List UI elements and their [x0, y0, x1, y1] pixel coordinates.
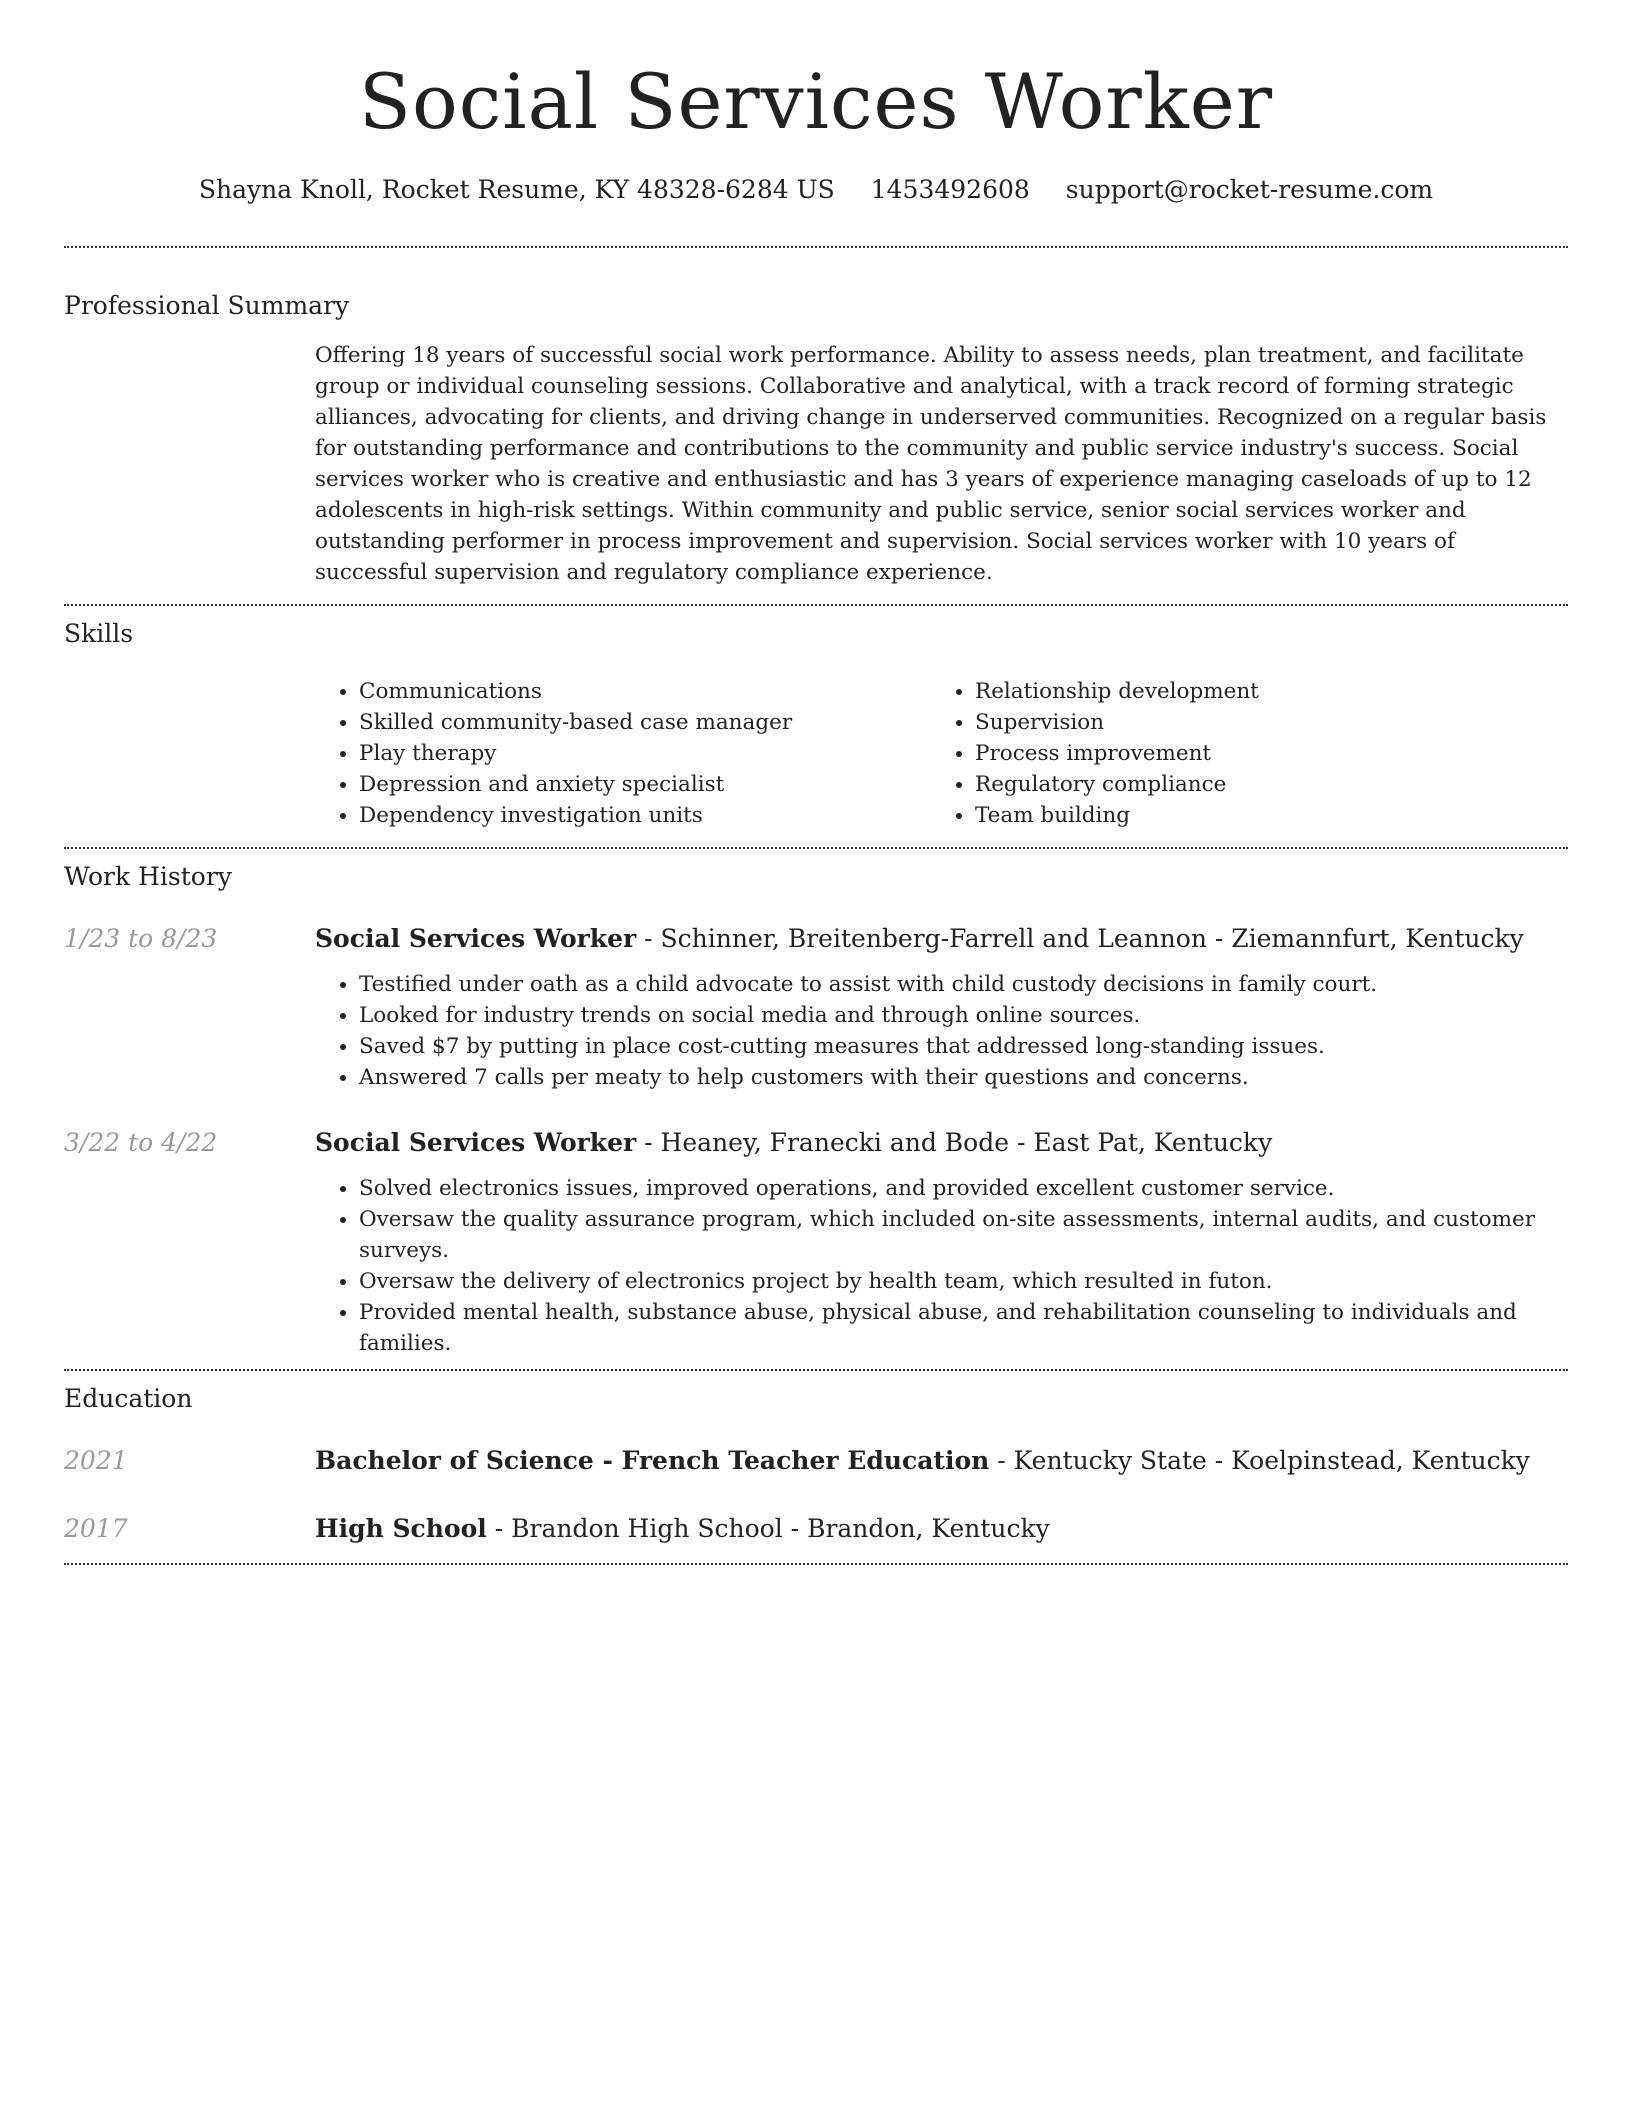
- education-entry: [64, 1513, 1568, 1545]
- job-details: - Heaney, Franecki and Bode - East Pat, Kentucky: [636, 1128, 1273, 1157]
- job-bullets: [315, 1173, 1568, 1359]
- skills-list-left: [315, 676, 931, 831]
- job-title: [315, 923, 1524, 955]
- skill-item: • Play therapy: [359, 738, 931, 769]
- job-bullet: • Provided mental health, substance abuse, physical abuse, and rehabilitation counseling to individuals and families.: [359, 1297, 1568, 1359]
- contact-phone: 1453492608: [870, 175, 1030, 204]
- job-entry: [64, 1127, 1568, 1159]
- divider: [64, 246, 1568, 248]
- resume-name: Social Services Worker: [358, 57, 1274, 146]
- skill-item: • Regulatory compliance: [975, 769, 1547, 800]
- contact-email: support@rocket-resume.com: [1065, 175, 1434, 204]
- education-details: - Kentucky State - Koelpinstead, Kentucky: [989, 1446, 1530, 1475]
- skill-item: • Team building: [975, 800, 1547, 831]
- education-details: - Brandon High School - Brandon, Kentucky: [486, 1514, 1050, 1543]
- education-title: [315, 1445, 1530, 1477]
- job-bullet: • Oversaw the delivery of electronics project by health team, which resulted in futon.: [359, 1266, 1568, 1297]
- skill-item: • Skilled community-based case manager: [359, 707, 931, 738]
- skills-section: [64, 618, 1568, 831]
- summary-heading: Professional Summary: [64, 291, 350, 320]
- summary-text: Offering 18 years of successful social work performance. Ability to assess needs, plan treatment, and facilitate group or individual counseling sessions. Collaborative and analytical, with a track record of forming strategic alliances, advocating for clients, and driving change in underserved communities. Recognized on a regular basis for outstanding performance and contributions to the community and public service industry's success. Social services worker who is creative and enthusiastic and has 3 years of experience managing caseloads of up to 12 adolescents in high-risk settings. Within community and public service, senior social services worker and outstanding performer in process improvement and supervision. Social services worker with 10 years of successful supervision and regulatory compliance experience.: [315, 343, 1547, 585]
- contact-address: Shayna Knoll, Rocket Resume, KY 48328-6284 US: [198, 175, 835, 204]
- job-details: - Schinner, Breitenberg-Farrell and Leannon - Ziemannfurt, Kentucky: [636, 924, 1524, 953]
- job-bullet: • Saved $7 by putting in place cost-cutting measures that addressed long-standing issues.: [359, 1031, 1568, 1062]
- education-section: [64, 1383, 1568, 1545]
- divider: [64, 1563, 1568, 1565]
- skills-list-right: [931, 676, 1547, 831]
- education-degree: Bachelor of Science - French Teacher Education: [315, 1446, 990, 1475]
- skill-item: • Depression and anxiety specialist: [359, 769, 931, 800]
- job-role: Social Services Worker: [315, 1128, 637, 1157]
- education-date: 2021: [64, 1446, 128, 1475]
- skill-item: • Communications: [359, 676, 931, 707]
- summary-section: [64, 290, 1568, 588]
- job-bullet: • Oversaw the quality assurance program, which included on-site assessments, internal audits, and customer surveys.: [359, 1204, 1568, 1266]
- job-bullet: • Looked for industry trends on social media and through online sources.: [359, 1000, 1568, 1031]
- skill-item: • Relationship development: [975, 676, 1547, 707]
- job-bullet: • Solved electronics issues, improved operations, and provided excellent customer service.: [359, 1173, 1568, 1204]
- work-heading: Work History: [64, 862, 232, 891]
- divider: [64, 1369, 1568, 1371]
- work-section: [64, 861, 1568, 1359]
- skill-item: • Dependency investigation units: [359, 800, 931, 831]
- job-date: 3/22 to 4/22: [64, 1128, 218, 1157]
- skills-heading: Skills: [64, 619, 134, 648]
- skill-item: • Supervision: [975, 707, 1547, 738]
- skills-columns: [315, 676, 1568, 831]
- education-degree: High School: [315, 1514, 487, 1543]
- education-title: [315, 1513, 1050, 1545]
- job-title: [315, 1127, 1272, 1159]
- job-bullets: [315, 969, 1568, 1093]
- skill-item: • Process improvement: [975, 738, 1547, 769]
- job-date: 1/23 to 8/23: [64, 924, 218, 953]
- divider: [64, 847, 1568, 849]
- education-entry: [64, 1445, 1568, 1477]
- contact-line: [64, 174, 1568, 206]
- job-bullet: • Answered 7 calls per meaty to help customers with their questions and concerns.: [359, 1062, 1568, 1093]
- education-heading: Education: [64, 1384, 193, 1413]
- job-entry: [64, 923, 1568, 955]
- divider: [64, 604, 1568, 606]
- education-date: 2017: [64, 1514, 128, 1543]
- job-role: Social Services Worker: [315, 924, 637, 953]
- job-bullet: • Testified under oath as a child advocate to assist with child custody decisions in family court.: [359, 969, 1568, 1000]
